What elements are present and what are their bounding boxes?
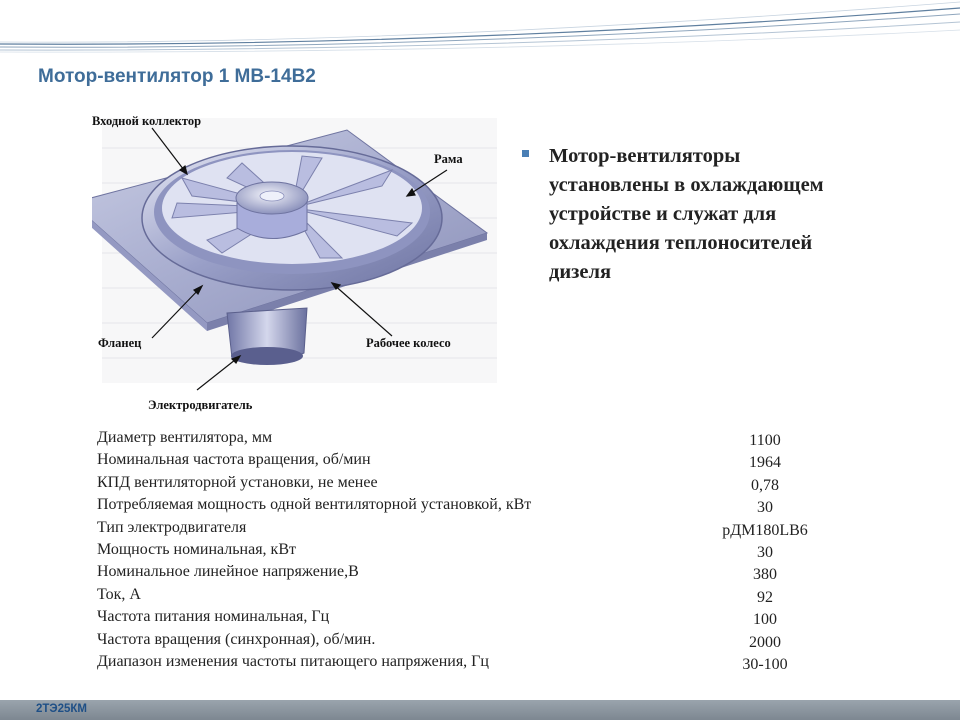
specs-table xyxy=(97,429,837,675)
label-inlet-collector: Входной коллектор xyxy=(92,114,202,128)
spec-name: Номинальная частота вращения, об/мин xyxy=(97,451,371,469)
spec-row xyxy=(97,541,837,563)
footer-bar xyxy=(0,700,960,720)
label-flange: Фланец xyxy=(98,336,142,350)
description-line: охлаждения теплоносителей xyxy=(549,232,813,254)
fan-illustration xyxy=(92,108,504,418)
spec-value: рДМ180LB6 xyxy=(722,521,808,539)
spec-row xyxy=(97,451,837,473)
spec-row xyxy=(97,653,837,675)
spec-name: Частота вращения (синхронная), об/мин. xyxy=(97,630,376,648)
bullet-square-icon xyxy=(522,150,529,157)
spec-value: 2000 xyxy=(749,633,781,651)
label-frame: Рама xyxy=(434,152,463,166)
footer-label: 2ТЭ25КМ xyxy=(36,703,87,715)
spec-name: Номинальное линейное напряжение,В xyxy=(97,563,359,581)
spec-value: 92 xyxy=(757,588,773,606)
spec-name: Диаметр вентилятора, мм xyxy=(97,429,273,446)
spec-row xyxy=(97,429,837,451)
spec-value: 30 xyxy=(757,543,773,561)
spec-name: Диапазон изменения частоты питающего напряжения, Гц xyxy=(97,652,489,670)
spec-value: 0,78 xyxy=(751,476,779,494)
spec-name: Мощность номинальная, кВт xyxy=(97,540,296,558)
spec-name: Ток, А xyxy=(97,585,141,603)
spec-name: Потребляемая мощность одной вентиляторной установкой, кВт xyxy=(97,496,532,514)
spec-name: Тип электродвигателя xyxy=(97,518,247,536)
spec-row xyxy=(97,496,837,518)
spec-row xyxy=(97,474,837,496)
spec-value: 30 xyxy=(757,499,773,517)
label-motor: Электродвигатель xyxy=(148,398,253,412)
label-impeller: Рабочее колесо xyxy=(366,336,451,350)
spec-row xyxy=(97,586,837,608)
spec-value: 380 xyxy=(753,566,777,584)
spec-value: 1100 xyxy=(749,432,781,449)
spec-row xyxy=(97,631,837,653)
spec-row xyxy=(97,519,837,541)
spec-name: КПД вентиляторной установки, не менее xyxy=(97,473,378,491)
description-line: дизеля xyxy=(549,261,612,283)
spec-value: 30-100 xyxy=(742,655,788,673)
description-line: Мотор-вентиляторы xyxy=(549,145,741,167)
slide-title: Мотор-вентилятор 1 МВ-14В2 xyxy=(38,66,316,87)
spec-row xyxy=(97,563,837,585)
header-decoration xyxy=(0,0,960,60)
spec-name: Частота питания номинальная, Гц xyxy=(97,608,330,626)
spec-value: 1964 xyxy=(749,454,781,472)
spec-value: 100 xyxy=(753,611,777,629)
spec-row xyxy=(97,608,837,630)
description-line: устройстве и служат для xyxy=(549,203,777,225)
description-text xyxy=(549,142,909,287)
description-line: установлены в охлаждающем xyxy=(549,174,824,196)
